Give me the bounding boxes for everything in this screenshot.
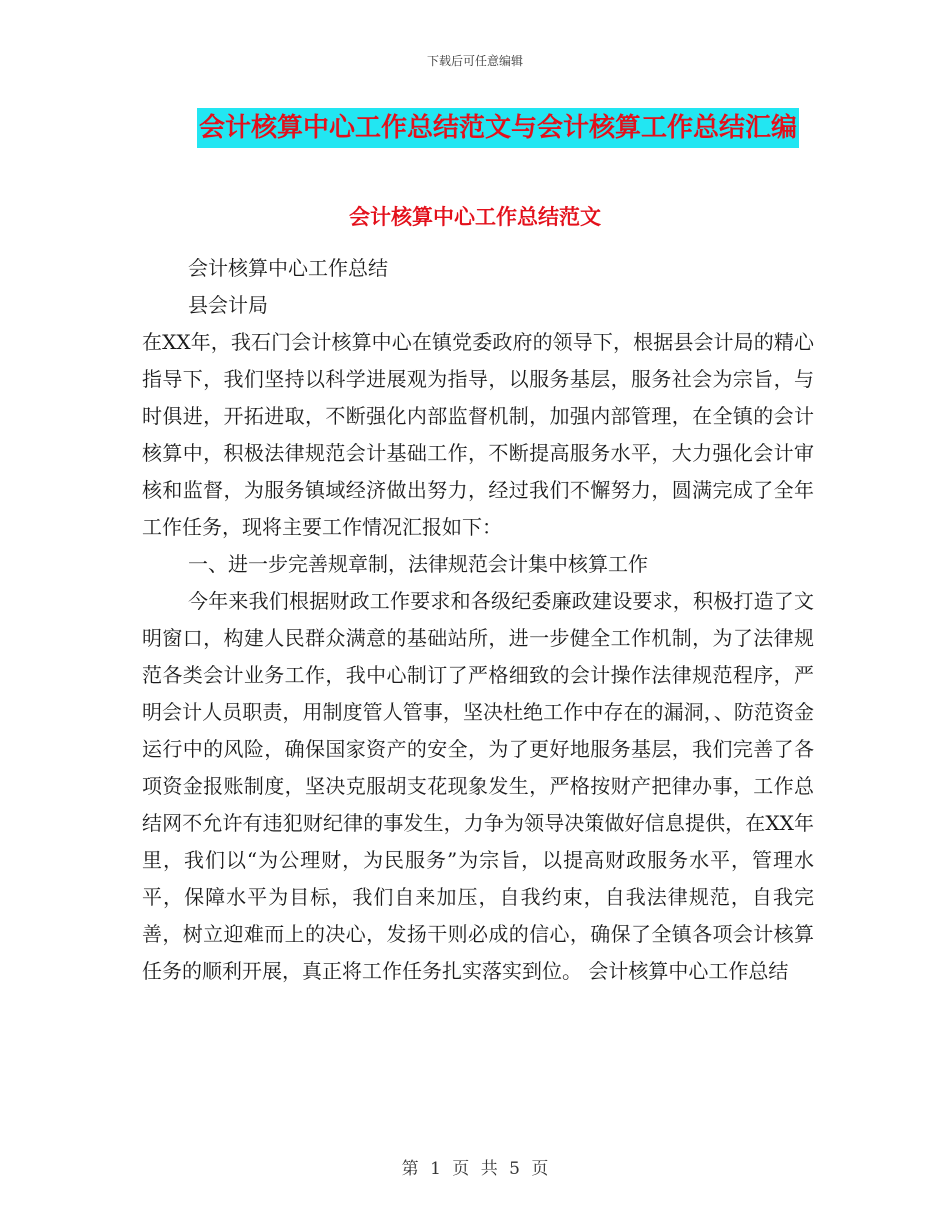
body-text bbox=[142, 222, 814, 990]
sub-title: 会计核算中心工作总结范文 bbox=[349, 205, 601, 229]
paragraph-author: 县会计局 bbox=[188, 293, 268, 317]
paragraph-heading: 会计核算中心工作总结 bbox=[188, 256, 388, 280]
paragraph-section-1: 今年来我们根据财政工作要求和各级纪委廉政建设要求，积极打造了文明窗口，构建人民群众满意的基础站所，进一步健全工作机制，为了法律规范各类会计业务工作，我中心制订了严格细致的会计操作法律规范程序，严明会计人员职责，用制度管人管事，坚决杜绝工作中存在的漏洞，、防范资金运行中的风险，确保国家资产的安全，为了更好地服务基层，我们完善了各项资金报账制度，坚决克服胡支花现象发生，严格按财产把律办事，工作总结网不允许有违犯财纪律的事发生，力争为领导决策做好信息提供，在XX年里，我们以“为公理财，为民服务”为宗旨，以提高财政服务水平，管理水平，保障水平为目标，我们自来加压，自我约束，自我法律规范，自我完善，树立迎难而上的决心，发扬干则必成的信心，确保了全镇各项会计核算任务的顺利开展，真正将工作任务扎实落实到位。 会计核算中心工作总结 bbox=[142, 589, 814, 983]
main-title-container bbox=[0, 108, 950, 148]
paragraph-intro: 在XX年，我石门会计核算中心在镇党委政府的领导下，根据县会计局的精心指导下，我们坚持以科学进展观为指导，以服务基层，服务社会为宗旨，与时俱进，开拓进取，不断强化内部监督机制，加强内部管理，在全镇的会计核算中，积极法律规范会计基础工作，不断提高服务水平，大力强化会计审核和监督，为服务镇域经济做出努力，经过我们不懈努力，圆满完成了全年工作任务，现将主要工作情况汇报如下： bbox=[142, 330, 814, 539]
main-title: 会计核算中心工作总结范文与会计核算工作总结汇编 bbox=[197, 108, 799, 148]
header-note: 下载后可任意编辑 bbox=[426, 54, 523, 68]
section-heading-1: 一、进一步完善规章制，法律规范会计集中核算工作 bbox=[188, 552, 648, 576]
page-footer: 第 1 页 共 5 页 bbox=[401, 1159, 549, 1179]
